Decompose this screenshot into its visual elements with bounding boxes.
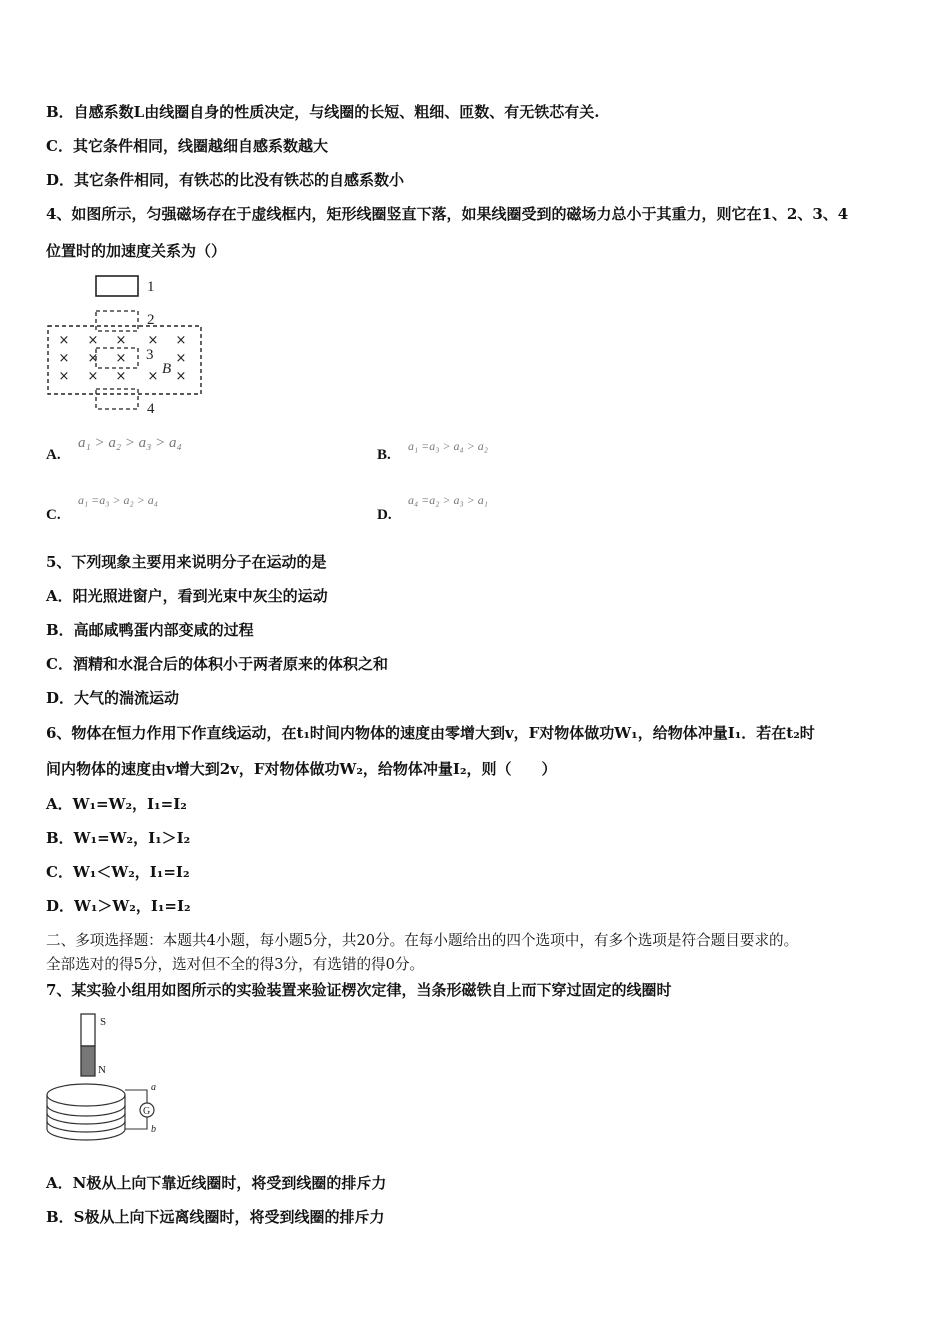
field-cross-icon: × bbox=[87, 351, 99, 366]
q4-stem-line2: 位置时的加速度关系为（） bbox=[46, 242, 227, 260]
q4-figure bbox=[40, 270, 220, 420]
q3-option-d: D．其它条件相同，有铁芯的比没有铁芯的自感系数小 bbox=[46, 171, 405, 189]
coil-position-4 bbox=[96, 389, 138, 409]
q5-stem: 5、下列现象主要用来说明分子在运动的是 bbox=[46, 553, 327, 571]
q6-stem-line2: 间内物体的速度由v增大到2v，F对物体做功W₂，给物体冲量I₂，则（ ） bbox=[46, 760, 557, 778]
q5-option-c: C．酒精和水混合后的体积小于两者原来的体积之和 bbox=[46, 655, 388, 673]
section2-instructions-line1: 二、多项选择题：本题共4小题，每小题5分，共20分。在每小题给出的四个选项中，有多个选项是符合题目要求的。 bbox=[46, 932, 799, 949]
q4-option-b-expr: a₁ =a₃ > a₄ > a₂ bbox=[408, 439, 488, 453]
q6-option-c: C．W₁＜W₂，I₁=I₂ bbox=[46, 863, 190, 881]
section2-instructions-line2: 全部选对的得5分，选对但不全的得3分，有选错的得0分。 bbox=[46, 956, 425, 973]
q4-option-c-label: C. bbox=[46, 507, 61, 523]
bar-magnet-s bbox=[81, 1014, 95, 1046]
q5-option-a: A．阳光照进窗户，看到光束中灰尘的运动 bbox=[46, 587, 328, 605]
field-cross-icon: × bbox=[115, 351, 127, 366]
fig-label-1: 1 bbox=[147, 279, 155, 295]
field-cross-icon: × bbox=[58, 369, 70, 384]
q6-stem-line1: 6、物体在恒力作用下作直线运动，在t₁时间内物体的速度由零增大到v，F对物体做功W₁，给物体冲量I₁．若在t₂时 bbox=[46, 724, 815, 742]
fig-label-b: b bbox=[151, 1124, 156, 1135]
q7-option-b: B．S极从上向下远离线圈时，将受到线圈的排斥力 bbox=[46, 1208, 385, 1226]
q6-option-b: B．W₁=W₂，I₁＞I₂ bbox=[46, 829, 191, 847]
q3-option-b: B．自感系数L由线圈自身的性质决定，与线圈的长短、粗细、匝数、有无铁芯有关. bbox=[46, 103, 600, 121]
field-cross-icon: × bbox=[58, 333, 70, 348]
q7-option-a: A．N极从上向下靠近线圈时，将受到线圈的排斥力 bbox=[46, 1174, 387, 1192]
field-cross-icon: × bbox=[115, 333, 127, 348]
q6-option-d: D．W₁＞W₂，I₁=I₂ bbox=[46, 897, 191, 915]
field-cross-icon: × bbox=[87, 369, 99, 384]
bar-magnet-n bbox=[81, 1046, 95, 1076]
q4-option-c-expr: a₁ =a₃ > a₂ > a₄ bbox=[78, 493, 158, 507]
q5-option-d: D．大气的湍流运动 bbox=[46, 689, 180, 707]
fig-label-3: 3 bbox=[146, 347, 154, 363]
fig-label-G: G bbox=[143, 1106, 151, 1117]
field-cross-icon: × bbox=[175, 351, 187, 366]
field-cross-icon: × bbox=[58, 351, 70, 366]
field-cross-icon: × bbox=[175, 333, 187, 348]
coil-position-1 bbox=[96, 276, 138, 296]
q4-option-a-label: A. bbox=[46, 447, 61, 463]
q7-stem: 7、某实验小组用如图所示的实验装置来验证楞次定律，当条形磁铁自上而下穿过固定的线圈时 bbox=[46, 981, 672, 999]
field-cross-icon: × bbox=[115, 369, 127, 384]
fig-label-a: a bbox=[151, 1082, 156, 1093]
q3-option-c: C．其它条件相同，线圈越细自感系数越大 bbox=[46, 137, 328, 155]
coil-position-2 bbox=[96, 311, 138, 331]
q5-option-b: B．高邮咸鸭蛋内部变咸的过程 bbox=[46, 621, 254, 639]
q6-option-a: A．W₁=W₂，I₁=I₂ bbox=[46, 795, 187, 813]
q4-stem-line1: 4、如图所示，匀强磁场存在于虚线框内，矩形线圈竖直下落，如果线圈受到的磁场力总小于其重力，则它在1、2、3、4 bbox=[46, 205, 849, 223]
q4-option-d-expr: a₄ =a₂ > a₃ > a₁ bbox=[408, 493, 488, 507]
fig-label-S: S bbox=[100, 1016, 107, 1028]
q4-option-d-label: D. bbox=[377, 507, 392, 523]
fig-label-N: N bbox=[98, 1064, 106, 1076]
fig-label-4: 4 bbox=[147, 401, 155, 417]
fig-label-2: 2 bbox=[147, 312, 155, 328]
q7-figure bbox=[40, 1010, 170, 1140]
fig-label-B: B bbox=[162, 361, 172, 377]
field-cross-icon: × bbox=[87, 333, 99, 348]
field-cross-icon: × bbox=[175, 369, 187, 384]
field-cross-icon: × bbox=[147, 369, 159, 384]
coil bbox=[47, 1084, 125, 1140]
q4-option-b-label: B. bbox=[377, 447, 391, 463]
q4-option-a-expr: a₁ > a₂ > a₃ > a₄ bbox=[78, 435, 182, 451]
field-cross-icon: × bbox=[147, 333, 159, 348]
